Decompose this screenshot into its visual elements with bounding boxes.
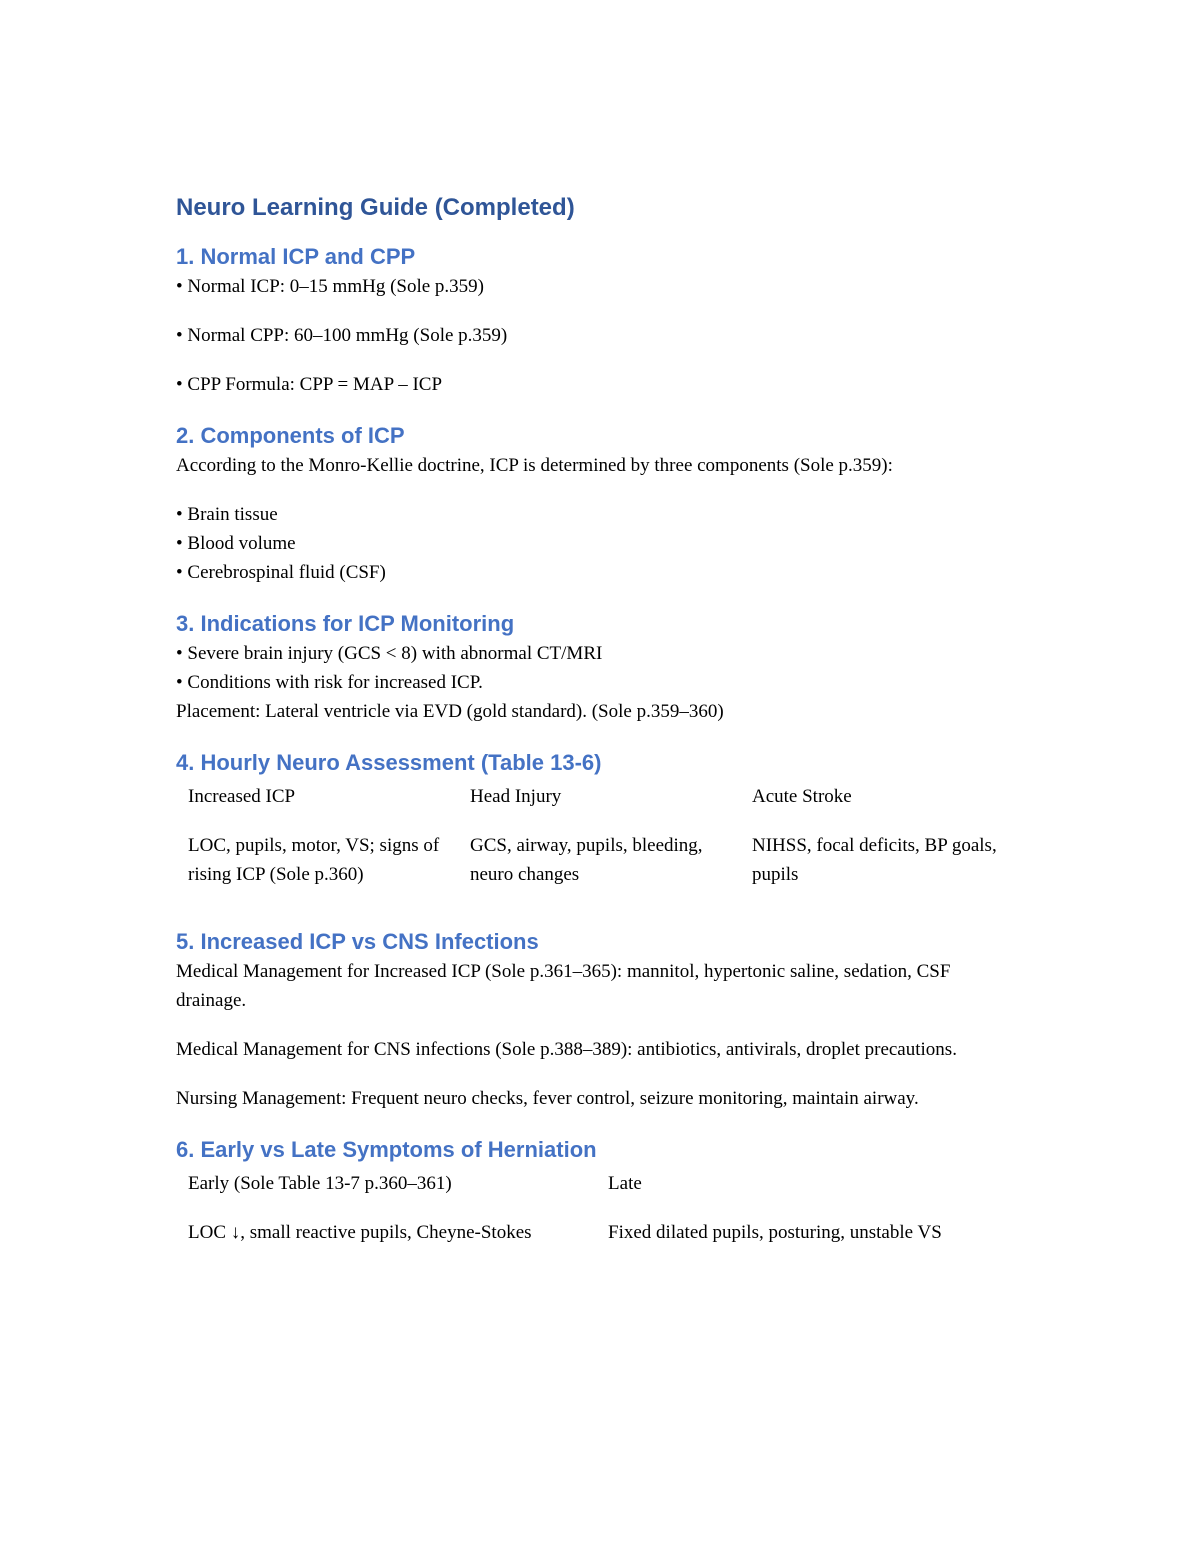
section-heading: 2. Components of ICP: [176, 423, 405, 448]
section-components-icp: [176, 421, 1036, 587]
table-cell: LOC ↓, small reactive pupils, Cheyne-Stokes: [188, 1222, 532, 1243]
section-indications-icp-monitoring: [176, 609, 1036, 726]
paragraph: Medical Management for CNS infections (Sole p.388–389): antibiotics, antivirals, droplet precautions.: [176, 1039, 957, 1060]
section-heading: 6. Early vs Late Symptoms of Herniation: [176, 1137, 597, 1162]
list-item: • Normal ICP: 0–15 mmHg (Sole p.359): [176, 276, 484, 297]
section-hourly-neuro-assessment: [176, 748, 1036, 889]
table-header-cell: Head Injury: [470, 786, 562, 807]
section-normal-icp-cpp: [176, 242, 1036, 399]
section-heading: 1. Normal ICP and CPP: [176, 244, 416, 269]
assessment-table: [176, 782, 1022, 889]
section-herniation-symptoms: [176, 1135, 1036, 1247]
paragraph: According to the Monro-Kellie doctrine, ICP is determined by three components (Sole p.359):: [176, 455, 893, 476]
table-cell: Fixed dilated pupils, posturing, unstable VS: [608, 1222, 942, 1243]
paragraph: Placement: Lateral ventricle via EVD (gold standard). (Sole p.359–360): [176, 701, 724, 722]
list-item: • Normal CPP: 60–100 mmHg (Sole p.359): [176, 325, 508, 346]
table-cell: NIHSS, focal deficits, BP goals, pupils: [752, 835, 997, 885]
section-heading: 5. Increased ICP vs CNS Infections: [176, 929, 539, 954]
paragraph: Nursing Management: Frequent neuro checks, fever control, seizure monitoring, maintain airway.: [176, 1088, 919, 1109]
page-title: Neuro Learning Guide (Completed): [176, 194, 575, 221]
herniation-table: [176, 1169, 1036, 1247]
table-cell: GCS, airway, pupils, bleeding, neuro changes: [470, 835, 703, 885]
list-item: • CPP Formula: CPP = MAP – ICP: [176, 374, 443, 395]
table-row: [176, 1218, 1036, 1247]
list-item: • Cerebrospinal fluid (CSF): [176, 562, 386, 583]
table-header-cell: Late: [608, 1173, 642, 1194]
section-heading: 3. Indications for ICP Monitoring: [176, 611, 515, 636]
paragraph-group: [176, 957, 1006, 1113]
list-item: • Blood volume: [176, 533, 296, 554]
bullet-list: [176, 500, 1036, 587]
section-heading: 4. Hourly Neuro Assessment (Table 13-6): [176, 750, 602, 775]
list-item: • Brain tissue: [176, 504, 278, 525]
table-header-cell: Increased ICP: [188, 786, 296, 807]
document-content: [176, 192, 1036, 1247]
table-header-row: [176, 782, 1022, 831]
list-item: • Severe brain injury (GCS < 8) with abnormal CT/MRI: [176, 643, 603, 664]
table-cell: LOC, pupils, motor, VS; signs of rising ICP (Sole p.360): [188, 835, 440, 885]
table-header-cell: Acute Stroke: [752, 786, 852, 807]
table-row: [176, 831, 1022, 889]
list-item: • Conditions with risk for increased ICP.: [176, 672, 483, 693]
section-icp-vs-cns-infections: [176, 927, 1036, 1113]
bullet-list: [176, 272, 1036, 399]
table-header-row: [176, 1169, 1036, 1218]
table-header-cell: Early (Sole Table 13-7 p.360–361): [188, 1173, 452, 1194]
paragraph: Medical Management for Increased ICP (Sole p.361–365): mannitol, hypertonic saline, sedation, CSF drainage.: [176, 961, 951, 1011]
